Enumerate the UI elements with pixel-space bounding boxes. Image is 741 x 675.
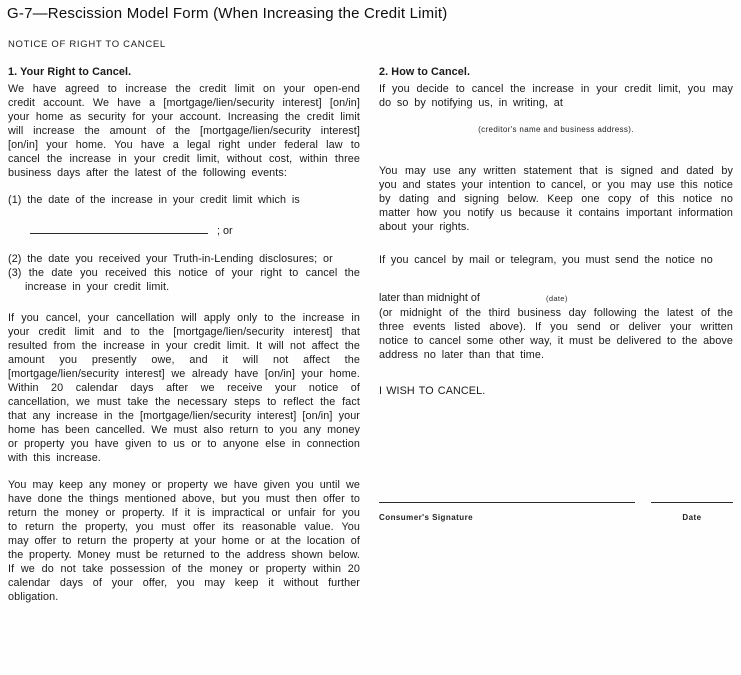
event-item-1: (1) the date of the increase in your credit limit which is [8,194,300,206]
section-2-paragraph-1: If you decide to cancel the increase in your credit limit, you may do so by notifying us, in writing, at [379,83,733,109]
right-column [379,65,733,525]
section-2-paragraph-2: You may use any written statement that is signed and dated by you and states your intention to cancel, or you may use this notice by dating and signing below. Keep one copy of this notice no matter how you notify us because it contains important information about your rights. [379,165,733,233]
section-1-paragraph-1: We have agreed to increase the credit limit on your open-end credit account. We have a [mortgage/lien/security interest] [on/in] your home as security for your account. Increasing the credit limit will increase the amount of the [mortgage/lien/security interest] [on/in] your home. You have a legal right under federal law to cancel the increase in your credit limit, without cost, within three business days after the latest of the following events: [8,83,360,179]
i-wish-to-cancel-line: I WISH TO CANCEL. [379,385,486,397]
blank-suffix-text: ; or [217,225,233,237]
midnight-prefix-text: later than midnight of [379,292,480,304]
left-column [8,65,360,617]
section-2-paragraph-3: If you cancel by mail or telegram, you must send the notice no [379,254,713,266]
creditor-name-address-caption: (creditor's name and business address). [478,125,634,134]
section-2-heading: 2. How to Cancel. [379,66,471,78]
date-hint-label: (date) [545,294,568,303]
event-item-2: (2) the date you received your Truth-in-Lending disclosures; or [8,253,333,265]
signature-date-line[interactable] [651,494,733,503]
midnight-deadline-row [379,291,733,306]
form-title: G-7—Rescission Model Form (When Increasing the Credit Limit) [7,5,448,22]
event-item-3: (3) the date you received this notice of your right to cancel the increase in your credit limit. [8,267,360,293]
deadline-date-fill-in[interactable] [483,291,631,306]
signature-labels-row [379,511,733,525]
consumer-signature-label: Consumer's Signature [379,513,474,522]
section-1-paragraph-2: If you cancel, your cancellation will apply only to the increase in your credit limit and to the [mortgage/lien/security interest] that resulted from the increase in your credit limit. It will not affect the amount you presently owe, and it will not affect the [mortgage/lien/security interest] we already have [on/in] your home. Within 20 calendar days after we receive your notice of cancellation, we must take the necessary steps to reflect the fact that any increase in the [mortgage/lien/security interest] [on/in] your home has been cancelled. We must also return to you any money or property you have given to us or to anyone else in connection with this increase. [8,312,360,464]
signature-row [379,494,733,503]
notice-of-right-heading: NOTICE OF RIGHT TO CANCEL [8,39,166,50]
credit-limit-date-fill-in-line[interactable] [30,223,208,234]
section-2-paragraph-4: (or midnight of the third business day following the latest of the three events listed above). If you send or deliver your written notice to cancel some other way, it must be delivered to the above address no later than that time. [379,307,733,361]
consumer-signature-line[interactable] [379,494,635,503]
credit-limit-date-blank-row [8,223,360,238]
section-1-paragraph-3: You may keep any money or property we have given you until we have done the things mentioned above, but you must then offer to return the money or property. If it is impractical or unfair for you to return the property, you must offer its reasonable value. You may offer to return the property at your home or at the location of the property. Money must be returned to the address shown below. If we do not take possession of the money or property within 20 calendar days of your offer, you may keep it without further obligation. [8,479,360,603]
section-1-heading: 1. Your Right to Cancel. [8,66,132,78]
date-label: Date [682,513,702,522]
